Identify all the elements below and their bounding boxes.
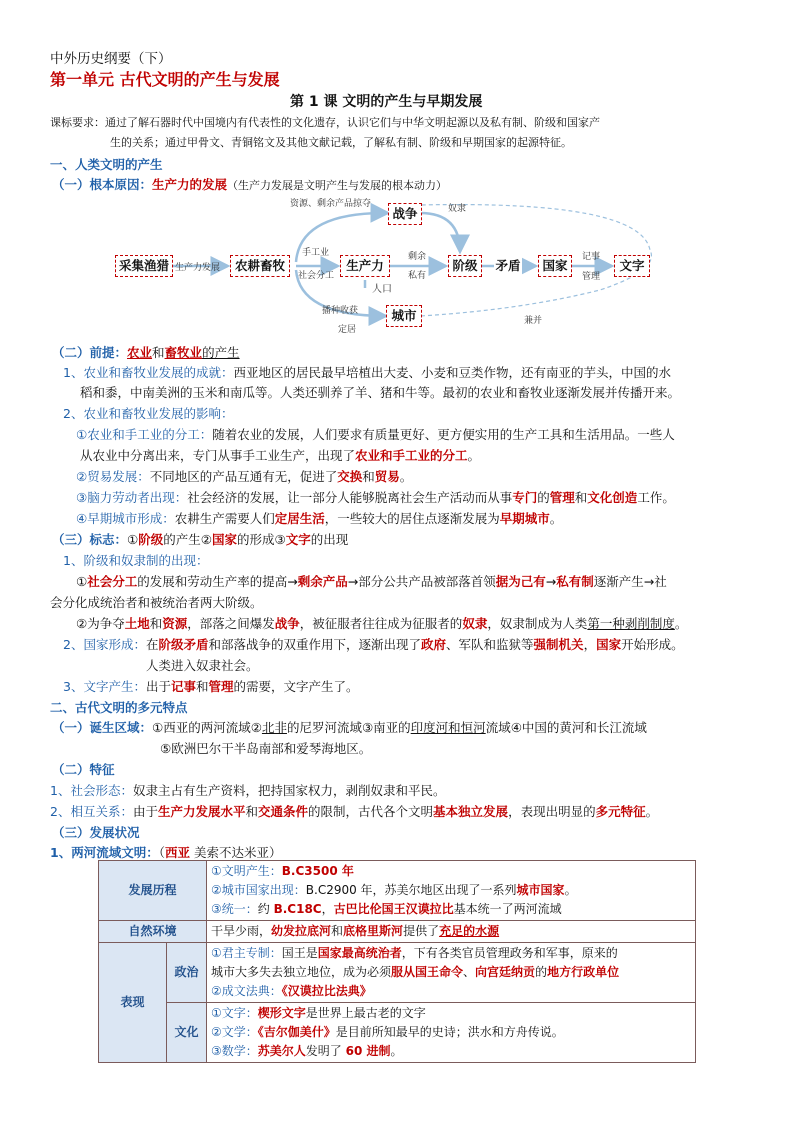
row-head-env: 自然环境 — [99, 921, 207, 943]
table-row — [99, 921, 696, 943]
box-productivity: 生产力 — [340, 255, 390, 277]
label-surplus: 剩余 — [408, 252, 427, 262]
table-row — [99, 861, 696, 921]
premise-p1-b: 稻和黍，中南美洲的玉米和南瓜等。人类还驯养了羊、猪和牛等。最初的农业和畜牧业逐渐发展并传播开来。 — [80, 385, 681, 400]
label-settle: 定居 — [338, 325, 357, 335]
row-head-culture: 文化 — [167, 1003, 207, 1063]
mesopotamia-heading: 1、两河流域文明：（西亚 美索不达米亚） — [50, 845, 282, 860]
impact-4: ④早期城市形成：农耕生产需要人们定居生活，一些较大的居住点逐渐发展为早期城市。 — [76, 511, 563, 526]
politics-cell: ①君主专制：国王是国家最高统治者，下有各类官员管理政务和军事，原来的 城市大多失去独立地位，成为必须服从国王命令、向宫廷纳贡的地方行政单位 ②成文法典：《汉谟拉比法典》 — [207, 943, 696, 1003]
history-cell: ①文明产生：B.C3500 年 ②城市国家出现：B.C2900 年，苏美尔地区出现了一系列城市国家。 ③统一：约 B.C18C，古巴比伦国王汉谟拉比基本统一了两河流域 — [207, 861, 696, 921]
requirements-line2: 生的关系；通过甲骨文、青铜铭文及其他文献记载，了解私有制、阶级和早期国家的起源特征。 — [110, 136, 572, 149]
box-war: 战争 — [388, 203, 422, 225]
row-head-performance: 表现 — [99, 943, 167, 1063]
signs-heading: （三）标志：①阶级的产生②国家的形成③文字的出现 — [52, 532, 349, 547]
label-handicraft: 手工业 — [302, 248, 330, 258]
signs-p2-b: 人类进入奴隶社会。 — [146, 658, 259, 673]
box-writing: 文字 — [614, 255, 650, 277]
row-head-history: 发展历程 — [99, 861, 207, 921]
root-cause: （一）根本原因：生产力的发展（生产力发展是文明产生与发展的根本动力） — [52, 177, 448, 192]
requirements-line1: 课标要求：通过了解石器时代中国境内有代表性的文化遗存，认识它们与中华文明起源以及私有制、阶级和国家产 — [50, 116, 600, 129]
feature-1: 1、社会形态：奴隶主占有生产资料，把持国家权力，剥削奴隶和平民。 — [50, 783, 446, 798]
culture-cell: ①文字：楔形文字是世界上最古老的文字 ②文学：《吉尔伽美什》是目前所知最早的史诗；洪水和方舟传说。 ③数学：苏美尔人发明了 60 进制。 — [207, 1003, 696, 1063]
label-slaves: 奴隶 — [448, 204, 467, 214]
label-annex: 兼并 — [524, 316, 543, 326]
book-title: 中外历史纲要（下） — [50, 51, 172, 67]
civilization-diagram — [0, 0, 794, 340]
feature-2: 2、相互关系：由于生产力发展水平和交通条件的限制，古代各个文明基本独立发展，表现出明显的多元特征。 — [50, 804, 659, 819]
signs-p2: 2、国家形成：在阶级矛盾和部落战争的双重作用下，逐渐出现了政府、军队和监狱等强制机关，国家开始形成。 — [63, 637, 684, 652]
label-resources: 资源、剩余产品掠夺 — [290, 199, 372, 209]
label-record: 记事 — [582, 252, 601, 262]
mesopotamia-table — [98, 860, 696, 1063]
premise-heading: （二）前提：农业和畜牧业的产生 — [52, 345, 240, 360]
label-division: 社会分工 — [298, 271, 335, 281]
premise-p1-a: 1、农业和畜牧业发展的成就：西亚地区的居民最早培植出大麦、小麦和豆类作物，还有南亚的芋头，中国的水 — [63, 365, 671, 380]
label-population: 人口 — [372, 284, 392, 295]
birth-regions-2: ⑤欧洲巴尔干半岛南部和爱琴海地区。 — [160, 741, 372, 756]
box-class: 阶级 — [448, 255, 482, 277]
premise-p2: 2、农业和畜牧业发展的影响： — [63, 406, 234, 421]
label-productivity-dev: 生产力发展 — [175, 263, 221, 273]
features-heading: （二）特征 — [52, 762, 115, 777]
table-row — [99, 943, 696, 1003]
signs-p1-c: ②为争夺土地和资源，部落之间爆发战争，被征服者往往成为征服者的奴隶，奴隶制成为人类第一种剥削制度。 — [76, 616, 688, 631]
label-sowing: 播种收获 — [322, 306, 359, 316]
box-state: 国家 — [538, 255, 572, 277]
signs-p1-a: ①社会分工的发展和劳动生产率的提高→剩余产品→部分公共产品被部落首领据为己有→私有制逐渐产生→社 — [76, 574, 667, 589]
signs-p3: 3、文字产生：出于记事和管理的需要，文字产生了。 — [63, 679, 359, 694]
signs-p1-b: 会分化成统治者和被统治者两大阶级。 — [50, 595, 263, 610]
section2-title: 二、古代文明的多元特点 — [50, 700, 188, 715]
table-row — [99, 1003, 696, 1063]
label-private: 私有 — [408, 271, 427, 281]
box-contradiction: 矛盾 — [494, 255, 522, 277]
section1-title: 一、人类文明的产生 — [50, 157, 163, 172]
env-cell: 干旱少雨，幼发拉底河和底格里斯河提供了充足的水源 — [207, 921, 696, 943]
impact-1a: ①农业和手工业的分工：随着农业的发展，人们要求有质量更好、更方便实用的生产工具和生活用品。一些人 — [76, 427, 675, 442]
label-manage: 管理 — [582, 272, 601, 282]
box-farming: 农耕畜牧 — [230, 255, 290, 277]
row-head-politics: 政治 — [167, 943, 207, 1003]
box-city: 城市 — [386, 305, 422, 327]
impact-1b: 从农业中分离出来，专门从事手工业生产，出现了农业和手工业的分工。 — [80, 448, 481, 463]
status-heading: （三）发展状况 — [52, 825, 140, 840]
impact-3: ③脑力劳动者出现：社会经济的发展，让一部分人能够脱离社会生产活动而从事专门的管理和文化创造工作。 — [76, 490, 675, 505]
impact-2: ②贸易发展：不同地区的产品互通有无，促进了交换和贸易。 — [76, 469, 413, 484]
birth-regions: （一）诞生区域：①西亚的两河流域②北非的尼罗河流域③南亚的印度河和恒河流域④中国的黄河和长江流域 — [52, 720, 647, 735]
unit-title: 第一单元 古代文明的产生与发展 — [50, 70, 280, 89]
lesson-title: 第 1 课 文明的产生与早期发展 — [290, 94, 483, 110]
box-gathering: 采集渔猎 — [115, 255, 173, 277]
signs-p1: 1、阶级和奴隶制的出现： — [63, 553, 209, 568]
